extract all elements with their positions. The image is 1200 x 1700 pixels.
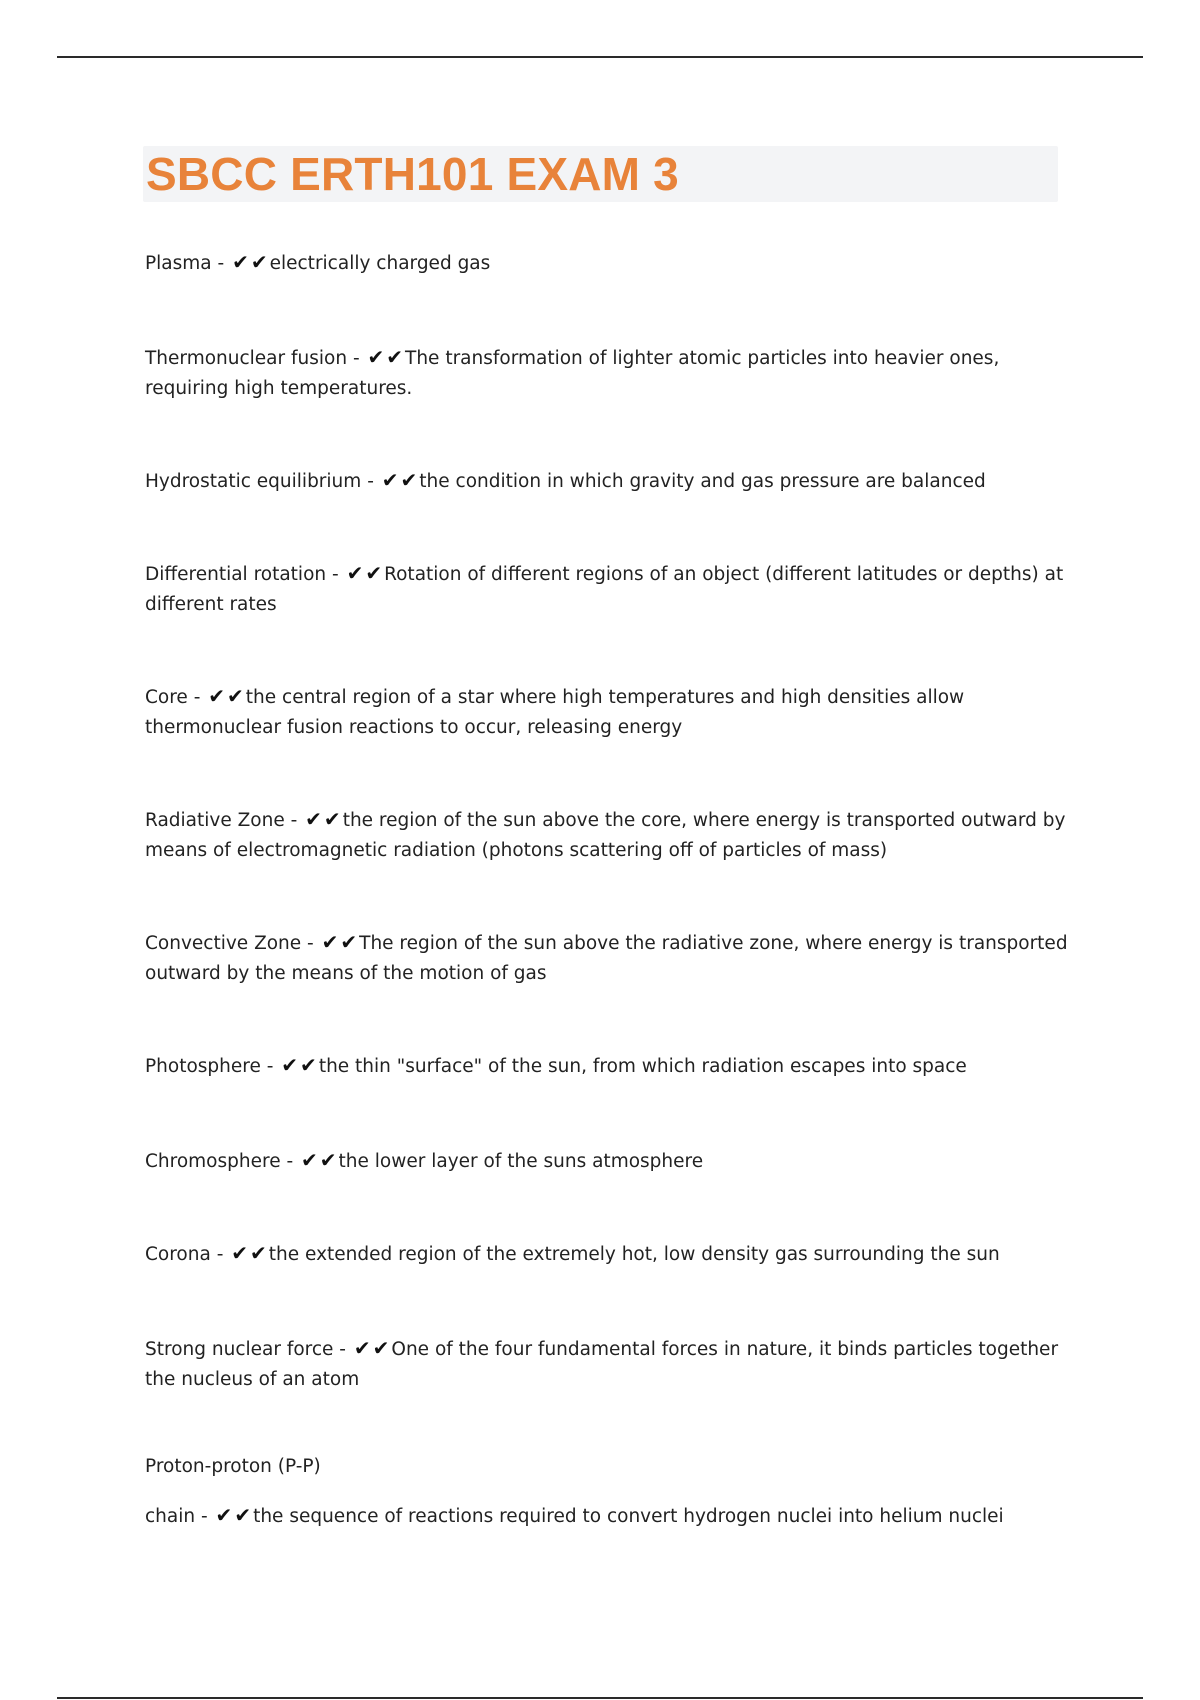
- entry-separator: -: [333, 1339, 352, 1360]
- check-icon: ✔: [321, 930, 339, 954]
- check-icon: ✔: [227, 684, 244, 708]
- entry-term: Photosphere: [145, 1056, 261, 1077]
- check-icon: ✔: [300, 1053, 317, 1077]
- entry-definition: the region of the sun above the core, where energy is transported outward by means of electromagnetic radiation (photons scattering off of particles of mass): [145, 810, 1066, 861]
- check-icon: ✔: [323, 807, 341, 831]
- entry-definition: the central region of a star where high temperatures and high densities allow thermonuclear fusion reactions to occur, releasing energy: [145, 687, 965, 738]
- entry-separator: -: [187, 687, 207, 708]
- entry-corona: [145, 1238, 1070, 1270]
- entry-term: Plasma: [145, 253, 212, 274]
- check-icon: ✔: [367, 345, 385, 369]
- check-icon: ✔: [319, 1148, 337, 1172]
- check-icon: ✔: [232, 250, 249, 274]
- check-icon: ✔: [281, 1053, 299, 1077]
- entry-definition: The region of the sun above the radiative zone, where energy is transported outward by the means of the motion of gas: [145, 933, 1068, 984]
- entry-separator: -: [280, 1151, 300, 1172]
- entry-separator: -: [210, 1244, 230, 1265]
- entry-definition: Rotation of different regions of an object (different latitudes or depths) at different rates: [145, 564, 1064, 615]
- entry-plasma: [145, 247, 1070, 279]
- check-icon: ✔: [400, 468, 418, 492]
- check-icon: ✔: [340, 930, 358, 954]
- check-icon: ✔: [215, 1503, 233, 1527]
- entry-definition: the condition in which gravity and gas pressure are balanced: [419, 471, 986, 492]
- check-icon: ✔: [365, 561, 383, 585]
- entry-definition: the sequence of reactions required to convert hydrogen nuclei into helium nuclei: [253, 1506, 1004, 1527]
- check-icon: ✔: [386, 345, 404, 369]
- entry-term: Strong nuclear force: [145, 1339, 334, 1360]
- check-icon: ✔: [372, 1336, 390, 1360]
- check-icon: ✔: [250, 250, 268, 274]
- entry-proton-proton-chain: [145, 1500, 1070, 1532]
- check-icon: ✔: [301, 1148, 318, 1172]
- check-icon: ✔: [234, 1503, 252, 1527]
- check-icon: ✔: [250, 1241, 267, 1265]
- entry-chromosphere: [145, 1145, 1070, 1177]
- entry-photosphere: [145, 1050, 1070, 1082]
- entry-definition: electrically charged gas: [269, 253, 491, 274]
- check-icon: ✔: [208, 684, 226, 708]
- entry-term: Core: [145, 687, 188, 708]
- entry-definition: One of the four fundamental forces in nature, it binds particles together the nucleus of an atom: [145, 1339, 1059, 1390]
- entry-term: Differential rotation: [145, 564, 327, 585]
- entry-definition: the thin "surface" of the sun, from which radiation escapes into space: [318, 1056, 967, 1077]
- check-icon: ✔: [381, 468, 399, 492]
- entry-term: chain: [145, 1506, 196, 1527]
- check-icon: ✔: [305, 807, 322, 831]
- entry-separator: -: [211, 253, 231, 274]
- entry-thermonuclear-fusion: [145, 342, 1070, 404]
- entry-hydrostatic-equilibrium: [145, 465, 1070, 497]
- document-title: SBCC ERTH101 EXAM 3: [146, 148, 679, 200]
- entry-separator: -: [361, 471, 380, 492]
- entry-core: [145, 681, 1070, 743]
- entry-definition: The transformation of lighter atomic particles into heavier ones, requiring high temperatures.: [145, 348, 1000, 399]
- entry-differential-rotation: [145, 558, 1070, 620]
- entry-term: Thermonuclear fusion: [145, 348, 348, 369]
- entry-proton-proton-heading: [145, 1452, 1070, 1482]
- entry-separator: -: [301, 933, 320, 954]
- entry-term: Chromosphere: [145, 1151, 281, 1172]
- check-icon: ✔: [346, 561, 364, 585]
- entry-convective-zone: [145, 927, 1070, 989]
- top-rule: [57, 56, 1143, 58]
- entry-separator: -: [195, 1506, 214, 1527]
- bottom-rule: [57, 1697, 1143, 1699]
- check-icon: ✔: [353, 1336, 371, 1360]
- entry-term: Radiative Zone: [145, 810, 285, 831]
- entry-strong-nuclear-force: [145, 1333, 1070, 1395]
- entry-separator: -: [260, 1056, 280, 1077]
- entry-definition: the extended region of the extremely hot, low density gas surrounding the sun: [268, 1244, 1000, 1265]
- entry-term: Convective Zone: [145, 933, 302, 954]
- check-icon: ✔: [231, 1241, 249, 1265]
- entry-radiative-zone: [145, 804, 1070, 866]
- entry-separator: -: [347, 348, 366, 369]
- entry-term: Hydrostatic equilibrium: [145, 471, 362, 492]
- entry-heading: Proton-proton (P-P): [145, 1456, 321, 1477]
- entry-separator: -: [284, 810, 304, 831]
- entry-definition: the lower layer of the suns atmosphere: [338, 1151, 704, 1172]
- entry-term: Corona: [145, 1244, 211, 1265]
- entry-separator: -: [326, 564, 345, 585]
